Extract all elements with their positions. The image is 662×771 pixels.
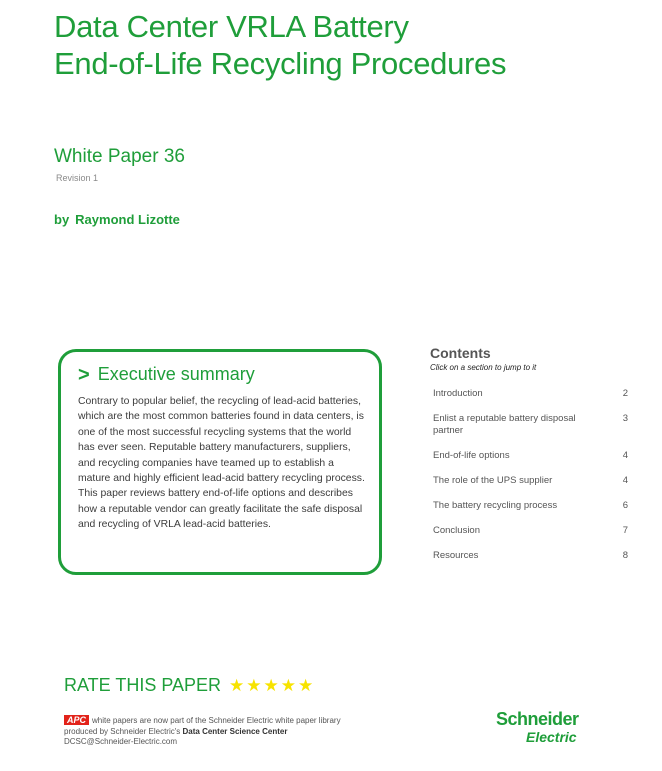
schneider-electric-logo (496, 710, 579, 746)
toc-item-resources[interactable] (430, 550, 628, 562)
star-rating-icons[interactable]: ★★★★★ (229, 675, 316, 695)
toc-item-enlist-partner[interactable] (430, 413, 628, 437)
toc-item-page: 8 (622, 550, 628, 561)
toc-item-page: 4 (622, 475, 628, 486)
contents-subtitle: Click on a section to jump to it (430, 363, 537, 372)
toc-item-page: 7 (622, 525, 628, 536)
toc-item-recycling-process[interactable] (430, 500, 628, 512)
toc-item-label: The role of the UPS supplier (433, 475, 553, 486)
table-of-contents (430, 388, 628, 562)
toc-item-label: Conclusion (433, 525, 480, 536)
title-line-2: End-of-Life Recycling Procedures (54, 46, 507, 81)
brand-line-1: Schneider (496, 709, 579, 729)
rate-paper (64, 675, 315, 696)
revision-label: Revision 1 (56, 173, 99, 183)
toc-item-label: Enlist a reputable battery disposal partner (433, 413, 576, 436)
contents-title: Contents (430, 345, 491, 361)
chevron-right-icon: > (78, 363, 90, 386)
toc-item-conclusion[interactable] (430, 525, 628, 537)
footer-note (64, 715, 444, 748)
toc-item-label: Introduction (433, 388, 483, 399)
executive-summary-box (58, 349, 382, 575)
toc-item-label: End-of-life options (433, 450, 510, 461)
apc-logo: APC (64, 715, 89, 725)
brand-line-2: Electric (526, 729, 577, 745)
white-paper-number: White Paper 36 (54, 146, 185, 167)
executive-summary-title: Executive summary (97, 364, 255, 384)
toc-item-page: 2 (622, 388, 628, 399)
executive-summary-heading (78, 364, 365, 385)
executive-summary-text: Contrary to popular belief, the recycling of lead-acid batteries, which are the most common batteries found in data centers, is one of the most successful recycling systems that the world has ever seen. Reputable battery manufacturers, suppliers, and recycling companies have teamed up to establish a mature and highly efficient lead-acid battery recycling process. This paper reviews battery end-of-life options and describes how a reputable vendor can greatly facilitate the safe disposal and recycling of VRLA lead-acid batteries. (78, 396, 365, 531)
toc-item-introduction[interactable] (430, 388, 628, 400)
author-name: Raymond Lizotte (75, 212, 180, 227)
toc-item-label: Resources (433, 550, 479, 561)
footer-line-2-prefix: produced by Schneider Electric's (64, 726, 181, 736)
document-title (54, 8, 654, 82)
rate-paper-label: RATE THIS PAPER (64, 675, 222, 695)
toc-item-page: 3 (622, 413, 628, 424)
toc-item-end-of-life-options[interactable] (430, 450, 628, 462)
contents-panel (430, 345, 628, 575)
toc-item-label: The battery recycling process (433, 500, 558, 511)
footer-line-1: white papers are now part of the Schneider Electric white paper library (92, 716, 341, 725)
toc-item-ups-supplier-role[interactable] (430, 475, 628, 487)
toc-item-page: 6 (622, 500, 628, 511)
title-line-1: Data Center VRLA Battery (54, 9, 409, 44)
toc-item-page: 4 (622, 450, 628, 461)
author-line (54, 212, 180, 227)
author-by: by (54, 212, 70, 227)
footer-dcsc-name: Data Center Science Center (182, 726, 288, 736)
footer-email: DCSC@Schneider-Electric.com (64, 737, 178, 746)
